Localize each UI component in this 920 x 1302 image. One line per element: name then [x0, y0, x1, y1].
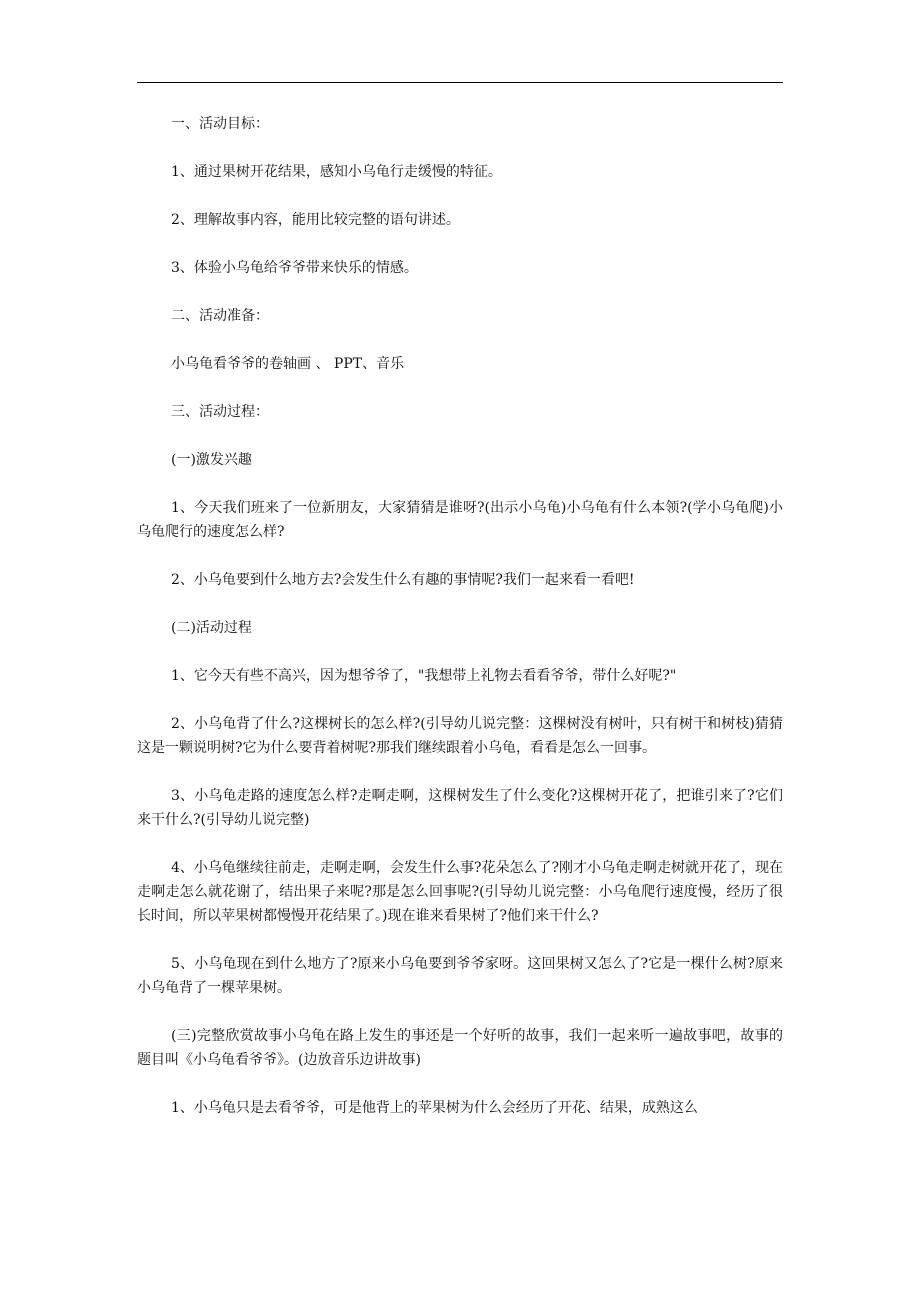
- process-item: 5、小乌龟现在到什么地方了?原来小乌龟要到爷爷家呀。这回果树又怎么了?它是一棵什么树?原来小乌龟背了一棵苹果树。: [137, 956, 783, 996]
- goal-item: 2、理解故事内容，能用比较完整的语句讲述。: [171, 212, 460, 228]
- process-item: 1、小乌龟只是去看爷爷，可是他背上的苹果树为什么会经历了开花、结果，成熟这么: [171, 1100, 698, 1116]
- process-item: 2、小乌龟要到什么地方去?会发生什么有趣的事情呢?我们一起来看一看吧!: [171, 572, 635, 588]
- heading-goals: 一、活动目标：: [171, 116, 269, 132]
- process-item: 1、今天我们班来了一位新朋友，大家猜猜是谁呀?(出示小乌龟)小乌龟有什么本领?(学小乌龟爬)小乌龟爬行的速度怎么样?: [137, 500, 783, 540]
- goal-item: 3、体验小乌龟给爷爷带来快乐的情感。: [171, 260, 418, 276]
- subheading-interest: (一)激发兴趣: [171, 452, 252, 468]
- goal-item: 1、通过果树开花结果，感知小乌龟行走缓慢的特征。: [171, 164, 502, 180]
- document-body: [137, 112, 783, 1144]
- header-rule: [137, 82, 783, 83]
- preparation-text: 小乌龟看爷爷的卷轴画 、 PPT、音乐: [171, 356, 405, 372]
- subheading-story: (三)完整欣赏故事小乌龟在路上发生的事还是一个好听的故事，我们一起来听一遍故事吧，故事的题目叫《小乌龟看爷爷》。(边放音乐边讲故事): [137, 1028, 783, 1068]
- heading-process: 三、活动过程：: [171, 404, 269, 420]
- heading-preparation: 二、活动准备：: [171, 308, 269, 324]
- process-item: 4、小乌龟继续往前走，走啊走啊，会发生什么事?花朵怎么了?刚才小乌龟走啊走树就开花了，现在走啊走怎么就花谢了，结出果子来呢?那是怎么回事呢?(引导幼儿说完整：小乌龟爬行速度慢，经历了很长时间，所以苹果树都慢慢开花结果了。)现在谁来看果树了?他们来干什么?: [137, 860, 783, 924]
- subheading-activity: (二)活动过程: [171, 620, 252, 636]
- process-item: 2、小乌龟背了什么?这棵树长的怎么样?(引导幼儿说完整：这棵树没有树叶，只有树干和树枝)猜猜这是一颗说明树?它为什么要背着树呢?那我们继续跟着小乌龟，看看是怎么一回事。: [137, 716, 783, 756]
- process-item: 3、小乌龟走路的速度怎么样?走啊走啊，这棵树发生了什么变化?这棵树开花了，把谁引来了?它们来干什么?(引导幼儿说完整): [137, 788, 783, 828]
- process-item: 1、它今天有些不高兴，因为想爷爷了，"我想带上礼物去看看爷爷，带什么好呢?": [171, 668, 677, 684]
